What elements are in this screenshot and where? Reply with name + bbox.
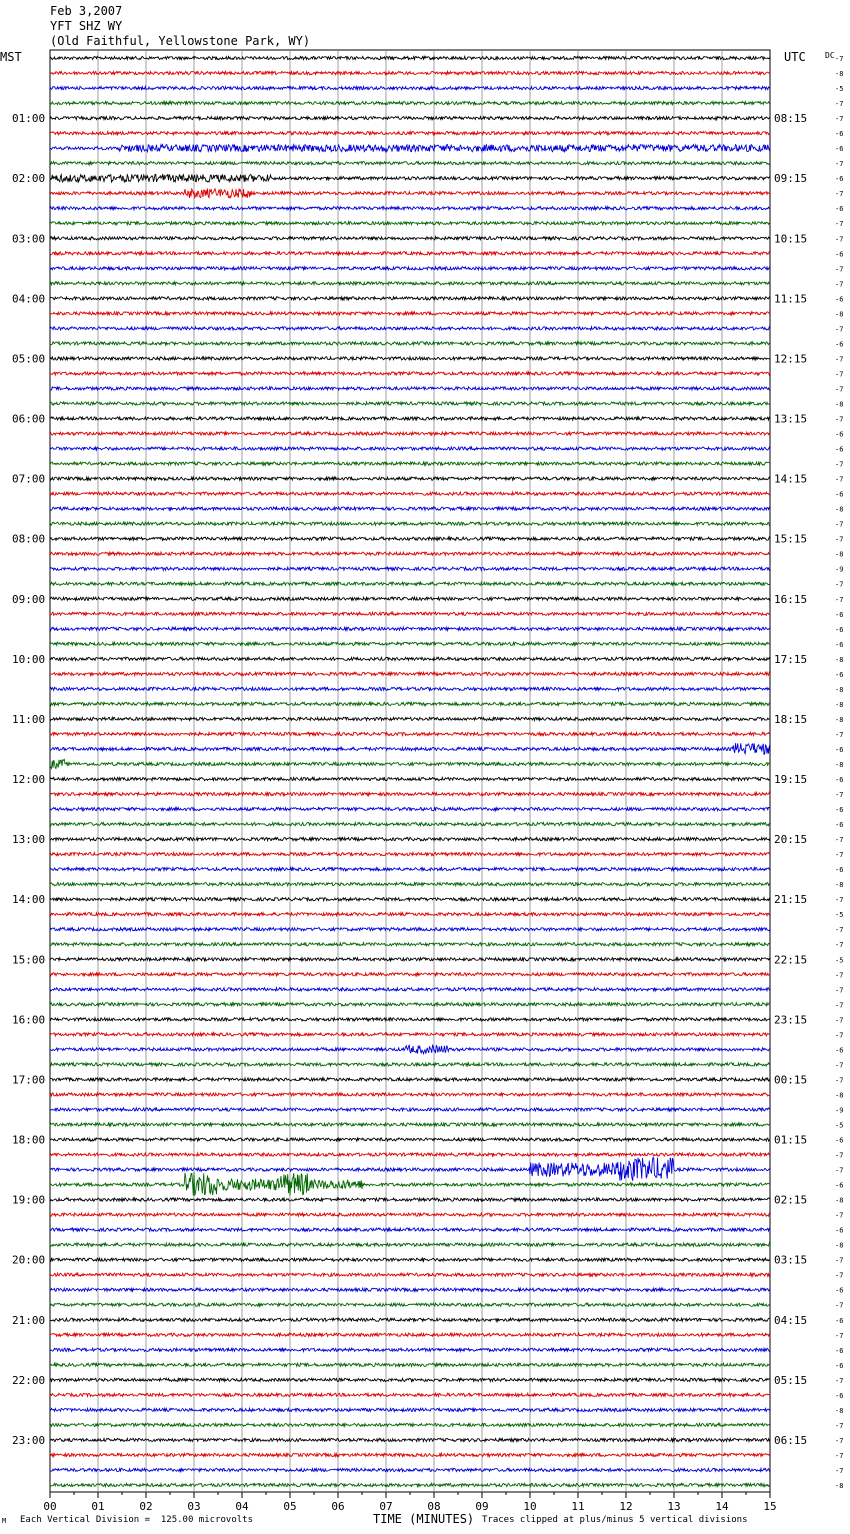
utc-hour-label: 00:15 — [774, 1073, 808, 1087]
location-label: (Old Faithful, Yellowstone Park, WY) — [50, 34, 311, 48]
mst-hour-label: 04:00 — [12, 292, 46, 306]
dc-offset-label: -7 — [835, 1271, 844, 1280]
mst-hour-label: 14:00 — [12, 893, 46, 907]
dc-offset-label: -8 — [835, 1196, 844, 1205]
dc-offset-label: -6 — [835, 1226, 844, 1235]
trace-row — [50, 717, 770, 720]
mst-hour-label: 23:00 — [12, 1433, 46, 1447]
mst-hour-label: 09:00 — [12, 592, 46, 606]
dc-offset-label: -6 — [835, 625, 844, 634]
trace-row — [50, 492, 770, 495]
corner-mark: M — [2, 1517, 7, 1525]
dc-offset-label: -7 — [835, 791, 844, 800]
date-label: Feb 3,2007 — [50, 4, 123, 18]
dc-offset-label: -7 — [835, 1151, 844, 1160]
dc-offset-label: -8 — [835, 685, 844, 694]
utc-hour-label: 04:15 — [774, 1313, 808, 1327]
mst-hour-label: 11:00 — [12, 712, 46, 726]
mst-hour-label: 17:00 — [12, 1073, 46, 1087]
trace-row — [50, 1003, 770, 1006]
trace-row — [50, 597, 770, 600]
dc-offset-label: -8 — [835, 505, 844, 514]
dc-offset-label: -8 — [835, 700, 844, 709]
trace-row — [50, 732, 770, 735]
trace-row — [50, 837, 770, 840]
dc-offset-label: -6 — [835, 1316, 844, 1325]
dc-offset-label: -8 — [835, 881, 844, 890]
dc-offset-label: -7 — [835, 370, 844, 379]
utc-hour-label: 08:15 — [774, 112, 808, 126]
x-axis-label: TIME (MINUTES) — [373, 1512, 475, 1526]
trace-row — [50, 1045, 770, 1053]
trace-row — [50, 189, 770, 198]
trace-row — [50, 252, 770, 255]
dc-offset-label: -7 — [835, 1061, 844, 1070]
dc-offset-label: -7 — [835, 1451, 844, 1460]
utc-hour-label: 02:15 — [774, 1193, 808, 1207]
dc-offset-label: -7 — [835, 1016, 844, 1025]
trace-row — [50, 56, 770, 59]
trace-row — [50, 672, 770, 675]
trace-row — [50, 1123, 770, 1126]
dc-offset-label: -7 — [835, 535, 844, 544]
trace-row — [50, 642, 770, 645]
dc-offset-label: -7 — [835, 190, 844, 199]
dc-offset-label: -6 — [835, 205, 844, 214]
mst-hour-label: 19:00 — [12, 1193, 46, 1207]
dc-offset-label: -5 — [835, 911, 844, 920]
x-tick-label: 04 — [235, 1500, 249, 1513]
dc-offset-label: -6 — [835, 1346, 844, 1355]
mst-hour-label: 15:00 — [12, 953, 46, 967]
utc-hour-label: 09:15 — [774, 172, 808, 186]
scale-note: Each Vertical Division = 125.00 microvolts — [20, 1515, 253, 1525]
dc-offset-label: -8 — [835, 310, 844, 319]
x-tick-label: 14 — [715, 1500, 729, 1513]
trace-row — [50, 372, 770, 375]
mst-hour-label: 08:00 — [12, 532, 46, 546]
trace-row — [50, 567, 770, 570]
trace-row — [50, 447, 770, 450]
trace-row — [50, 522, 770, 525]
trace-row — [50, 1453, 770, 1456]
x-tick-label: 00 — [43, 1500, 57, 1513]
mst-hour-label: 16:00 — [12, 1013, 46, 1027]
dc-offset-label: -7 — [835, 730, 844, 739]
dc-offset-label: -7 — [835, 1031, 844, 1040]
dc-offset-label: -6 — [835, 745, 844, 754]
dc-offset-label: -8 — [835, 655, 844, 664]
mst-hour-label: 22:00 — [12, 1373, 46, 1387]
plot-frame — [50, 50, 770, 1492]
utc-hour-label: 11:15 — [774, 292, 808, 306]
dc-offset-label: -8 — [835, 1406, 844, 1415]
trace-row — [50, 1078, 770, 1081]
mst-hour-label: 07:00 — [12, 472, 46, 486]
trace-row — [50, 1468, 770, 1471]
trace-row — [50, 1408, 770, 1411]
trace-row — [50, 297, 770, 300]
dc-offset-label: -7 — [835, 160, 844, 169]
trace-row — [50, 913, 770, 916]
trace-row — [50, 537, 770, 540]
x-tick-label: 11 — [571, 1500, 585, 1513]
trace-row — [50, 1438, 770, 1441]
utc-hour-label: 20:15 — [774, 833, 808, 847]
dc-offset-label: -6 — [835, 130, 844, 139]
trace-row — [50, 132, 770, 135]
mst-hour-label: 10:00 — [12, 652, 46, 666]
trace-row — [50, 627, 770, 630]
trace-row — [50, 86, 770, 89]
trace-row — [50, 1158, 770, 1181]
dc-offset-label: -7 — [835, 355, 844, 364]
mst-hour-label: 13:00 — [12, 833, 46, 847]
mst-hour-label: 06:00 — [12, 412, 46, 426]
dc-offset-label: -6 — [835, 445, 844, 454]
dc-offset-label: -7 — [835, 580, 844, 589]
dc-offset-label: -8 — [835, 715, 844, 724]
trace-row — [50, 222, 770, 225]
dc-offset-label: -7 — [835, 415, 844, 424]
dc-offset-label: -7 — [835, 926, 844, 935]
utc-hour-label: 18:15 — [774, 712, 808, 726]
trace-row — [50, 1423, 770, 1426]
trace-row — [50, 743, 770, 754]
dc-offset-label: -7 — [835, 1436, 844, 1445]
trace-row — [50, 759, 770, 768]
dc-offset-label: -6 — [835, 295, 844, 304]
trace-row — [50, 822, 770, 825]
utc-hour-label: 16:15 — [774, 592, 808, 606]
trace-row — [50, 1228, 770, 1231]
trace-row — [50, 101, 770, 104]
dc-offset-label: -7 — [835, 1076, 844, 1085]
trace-row — [50, 327, 770, 330]
dc-offset-label: -6 — [835, 1286, 844, 1295]
trace-row — [50, 71, 770, 74]
dc-offset-label: -7 — [835, 1166, 844, 1175]
utc-hour-label: 17:15 — [774, 652, 808, 666]
dc-offset-label: -7 — [835, 896, 844, 905]
dc-offset-label: -7 — [835, 1466, 844, 1475]
trace-row — [50, 1363, 770, 1366]
dc-offset-label: -7 — [835, 100, 844, 109]
x-tick-label: 09 — [475, 1500, 489, 1513]
mst-hour-label: 02:00 — [12, 172, 46, 186]
x-tick-label: 05 — [283, 1500, 297, 1513]
trace-row — [50, 552, 770, 555]
dc-offset-label: -6 — [835, 250, 844, 259]
utc-hour-label: 01:15 — [774, 1133, 808, 1147]
trace-row — [50, 807, 770, 810]
trace-row — [50, 1093, 770, 1096]
dc-offset-label: -6 — [835, 430, 844, 439]
dc-offset-label: -5 — [835, 1121, 844, 1130]
mst-hour-label: 21:00 — [12, 1313, 46, 1327]
trace-row — [50, 1318, 770, 1321]
dc-offset-label: -6 — [835, 610, 844, 619]
trace-row — [50, 1288, 770, 1291]
trace-row — [50, 1138, 770, 1141]
dc-offset-label: -8 — [835, 70, 844, 79]
trace-row — [50, 687, 770, 690]
dc-offset-label: -7 — [835, 1211, 844, 1220]
dc-offset-label: -7 — [835, 115, 844, 124]
right-timezone-label: UTC — [784, 50, 806, 64]
utc-hour-label: 12:15 — [774, 352, 808, 366]
trace-row — [50, 312, 770, 315]
dc-offset-label: -7 — [835, 986, 844, 995]
mst-hour-label: 18:00 — [12, 1133, 46, 1147]
trace-row — [50, 1173, 770, 1196]
x-tick-label: 01 — [91, 1500, 105, 1513]
trace-row — [50, 928, 770, 931]
dc-offset-label: -6 — [835, 340, 844, 349]
trace-row — [50, 898, 770, 901]
utc-hour-label: 05:15 — [774, 1373, 808, 1387]
dc-offset-label: -6 — [835, 821, 844, 830]
trace-row — [50, 417, 770, 420]
trace-row — [50, 432, 770, 435]
trace-row — [50, 958, 770, 961]
dc-offset-label: -7 — [835, 475, 844, 484]
dc-offset-label: -7 — [835, 1421, 844, 1430]
dc-offset-label: -8 — [835, 1241, 844, 1250]
dc-offset-label: -6 — [835, 1181, 844, 1190]
trace-row — [50, 387, 770, 390]
dc-offset-label: -7 — [835, 265, 844, 274]
trace-row — [50, 702, 770, 705]
x-tick-label: 02 — [139, 1500, 153, 1513]
trace-row — [50, 1333, 770, 1336]
trace-row — [50, 117, 770, 120]
utc-hour-label: 06:15 — [774, 1433, 808, 1447]
dc-offset-label: -7 — [835, 971, 844, 980]
x-tick-label: 13 — [667, 1500, 681, 1513]
dc-offset-label: -5 — [835, 85, 844, 94]
utc-hour-label: 21:15 — [774, 893, 808, 907]
dc-offset-label: -9 — [835, 565, 844, 574]
dc-offset-label: -7 — [835, 280, 844, 289]
mst-hour-label: 05:00 — [12, 352, 46, 366]
trace-row — [50, 342, 770, 345]
dc-offset-label: -7 — [835, 460, 844, 469]
dc-offset-label: -6 — [835, 1046, 844, 1055]
x-tick-label: 08 — [427, 1500, 441, 1513]
dc-offset-label: -7 — [835, 1001, 844, 1010]
utc-hour-label: 03:15 — [774, 1253, 808, 1267]
trace-row — [50, 973, 770, 976]
clip-note: Traces clipped at plus/minus 5 vertical divisions — [482, 1515, 748, 1525]
utc-hour-label: 23:15 — [774, 1013, 808, 1027]
trace-row — [50, 145, 770, 152]
mst-hour-label: 12:00 — [12, 773, 46, 787]
dc-offset-label: -7 — [835, 836, 844, 845]
trace-row — [50, 174, 770, 182]
trace-row — [50, 943, 770, 946]
dc-offset-label: -6 — [835, 490, 844, 499]
trace-row — [50, 1033, 770, 1036]
dc-offset-label: -8 — [835, 1481, 844, 1490]
utc-hour-label: 13:15 — [774, 412, 808, 426]
dc-offset-label: -6 — [835, 866, 844, 875]
trace-row — [50, 657, 770, 660]
dc-label: DC — [825, 51, 835, 60]
trace-row — [50, 612, 770, 615]
mst-hour-label: 20:00 — [12, 1253, 46, 1267]
trace-row — [50, 1273, 770, 1276]
dc-offset-label: -6 — [835, 1391, 844, 1400]
utc-hour-label: 19:15 — [774, 773, 808, 787]
trace-row — [50, 853, 770, 856]
utc-hour-label: 10:15 — [774, 232, 808, 246]
dc-offset-label: -7 — [835, 520, 844, 529]
trace-row — [50, 883, 770, 886]
trace-row — [50, 282, 770, 285]
dc-offset-label: -6 — [835, 175, 844, 184]
dc-offset-label: -7 — [835, 220, 844, 229]
station-label: YFT SHZ WY — [50, 19, 123, 33]
dc-offset-label: -8 — [835, 400, 844, 409]
dc-offset-label: -7 — [835, 1331, 844, 1340]
trace-row — [50, 1108, 770, 1111]
x-tick-label: 03 — [187, 1500, 201, 1513]
dc-offset-label: -7 — [835, 851, 844, 860]
trace-row — [50, 1063, 770, 1066]
trace-row — [50, 1198, 770, 1201]
dc-offset-label: -6 — [835, 640, 844, 649]
trace-row — [50, 1243, 770, 1246]
trace-row — [50, 267, 770, 270]
x-tick-label: 12 — [619, 1500, 633, 1513]
x-tick-label: 06 — [331, 1500, 345, 1513]
trace-row — [50, 777, 770, 780]
dc-offset-label: -7 — [835, 1256, 844, 1265]
utc-hour-label: 22:15 — [774, 953, 808, 967]
trace-row — [50, 402, 770, 405]
dc-offset-label: -7 — [835, 595, 844, 604]
x-tick-label: 15 — [763, 1500, 777, 1513]
left-timezone-label: MST — [0, 50, 22, 64]
trace-row — [50, 582, 770, 585]
dc-offset-label: -6 — [835, 806, 844, 815]
trace-row — [50, 477, 770, 480]
dc-offset-label: -7 — [835, 385, 844, 394]
dc-offset-label: -7 — [835, 1301, 844, 1310]
x-tick-label: 07 — [379, 1500, 393, 1513]
trace-row — [50, 1483, 770, 1486]
utc-hour-label: 14:15 — [774, 472, 808, 486]
dc-offset-label: -8 — [835, 1091, 844, 1100]
trace-row — [50, 162, 770, 165]
dc-offset-label: -6 — [835, 145, 844, 154]
dc-offset-label: -6 — [835, 1136, 844, 1145]
dc-offset-label: -8 — [835, 760, 844, 769]
trace-row — [50, 1018, 770, 1021]
dc-offset-label: -7 — [835, 55, 844, 64]
dc-offset-label: -6 — [835, 670, 844, 679]
dc-offset-label: -9 — [835, 1106, 844, 1115]
trace-row — [50, 1258, 770, 1261]
trace-row — [50, 792, 770, 795]
trace-row — [50, 1378, 770, 1381]
mst-hour-label: 01:00 — [12, 112, 46, 126]
dc-offset-label: -5 — [835, 956, 844, 965]
dc-offset-label: -7 — [835, 325, 844, 334]
trace-row — [50, 207, 770, 210]
trace-row — [50, 507, 770, 510]
mst-hour-label: 03:00 — [12, 232, 46, 246]
x-tick-label: 10 — [523, 1500, 537, 1513]
trace-row — [50, 357, 770, 360]
trace-row — [50, 1213, 770, 1216]
trace-row — [50, 1348, 770, 1351]
dc-offset-label: -8 — [835, 550, 844, 559]
trace-row — [50, 462, 770, 465]
dc-offset-label: -6 — [835, 1361, 844, 1370]
trace-row — [50, 237, 770, 240]
dc-offset-label: -6 — [835, 776, 844, 785]
dc-offset-label: -7 — [835, 941, 844, 950]
trace-row — [50, 1393, 770, 1396]
trace-row — [50, 1153, 770, 1156]
dc-offset-label: -7 — [835, 1376, 844, 1385]
dc-offset-label: -7 — [835, 235, 844, 244]
trace-row — [50, 868, 770, 871]
trace-row — [50, 988, 770, 991]
trace-row — [50, 1303, 770, 1306]
utc-hour-label: 15:15 — [774, 532, 808, 546]
